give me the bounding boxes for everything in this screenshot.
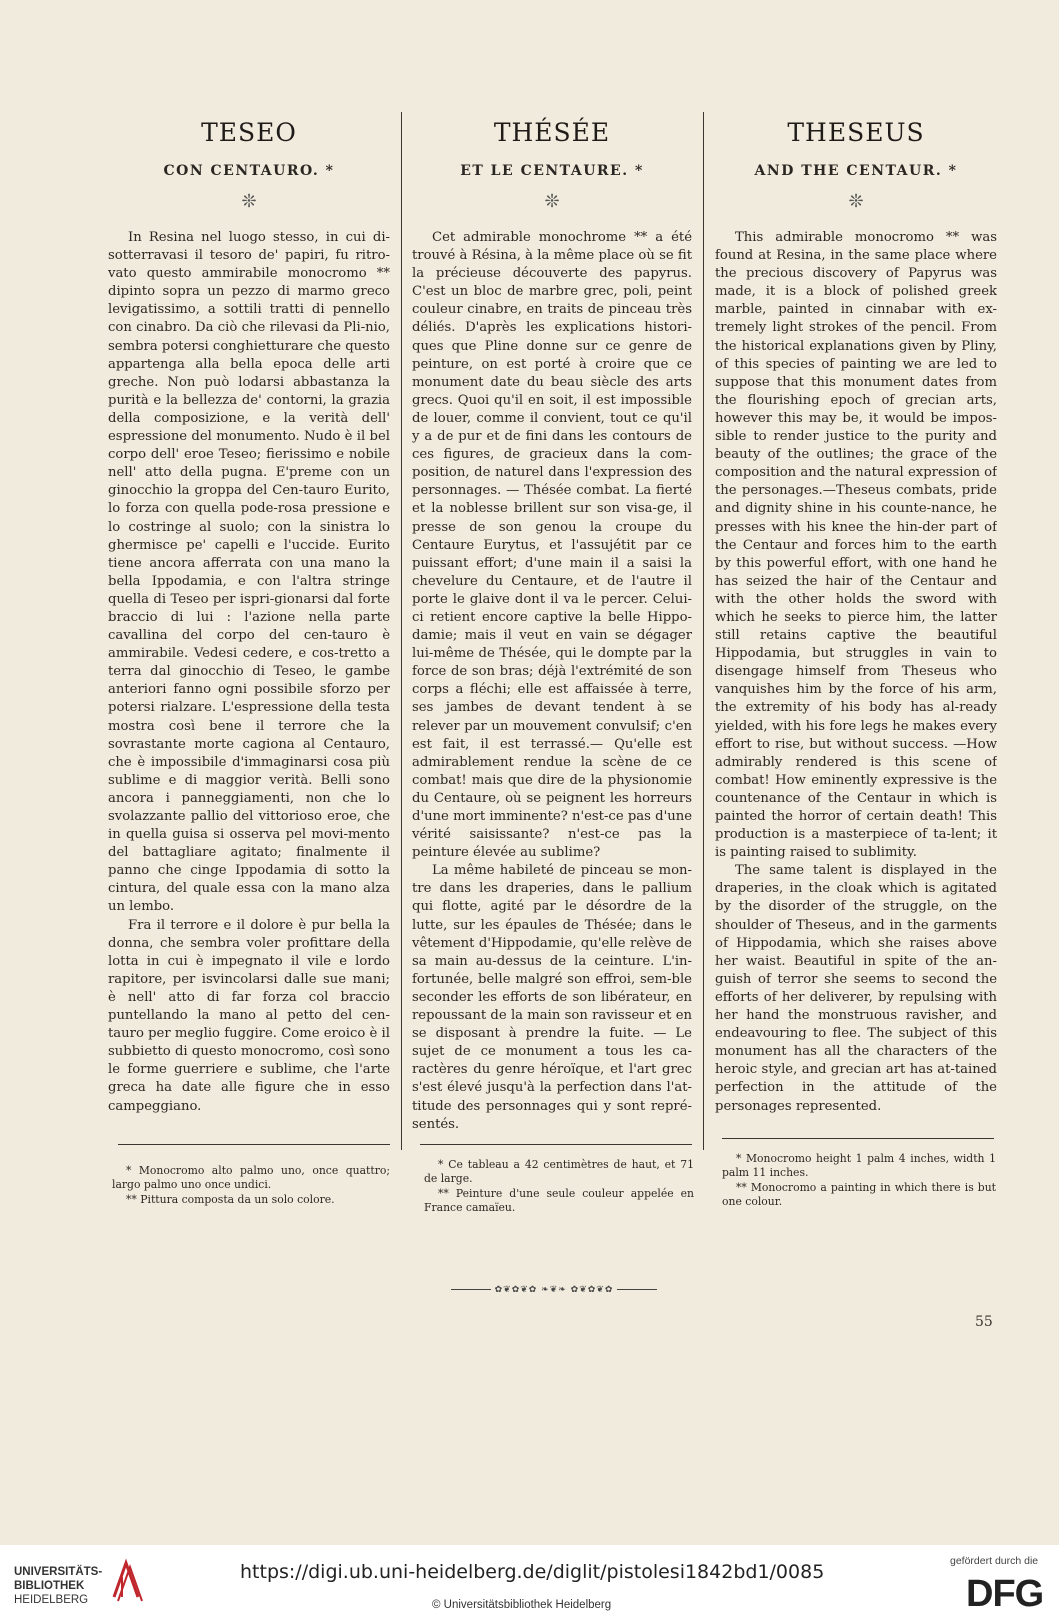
paragraph: The same talent is displayed in the draperies, in the cloak which is agitated by the disorder of the struggle, on the shoulder of Theseus, and in the garments of Hippodamia, which she raises above her waist. Beautiful in spite of the an-guish of terror she seems to second the efforts of her deliverer, by repulsing with her hand the monstruous ravisher, and endeavouring to flee. The subject of this monument has all the characters of the heroic style, and grecian art has at-tained perfection in the attitude of the personages represented. xyxy=(715,863,997,1114)
library-logo-icon xyxy=(108,1557,144,1605)
ornament-icon: ❊ xyxy=(848,191,864,212)
viewer-footer xyxy=(0,1545,1059,1624)
column-divider xyxy=(401,112,402,1150)
paragraph: In Resina nel luogo stesso, in cui di-sotterravasi il tesoro de' papiri, fu ritro-vato questo ammirabile monocromo ** dipinto sopra un pezzo di marmo greco levigatissimo, a sottili tratti di pennello con cinabro. Da ciò che rilevasi da Pli-nio, sembra potersi conghietturare che questo appartenga alla bella epoca delle arti greche. Non può lodarsi abbastanza la purità e la bellezza de' contorni, la grazia della composizione, e la verità dell' espressione del monumento. Nudo è il bel corpo dell' eroe Teseo; fierissimo e nobile nell' atto della pugna. E'preme con un ginocchio la groppa del Cen-tauro Eurito, lo forza con quella pode-rosa pressione e lo costringe al suolo; con la sinistra lo ghermisce pe' capelli e l'uccide. Eurito tiene ancora afferrata con una mano la bella Ippodamia, e con l'altra stringe quella di Teseo per ispri-gionarsi dal forte braccio di lui : l'azione nella parte cavallina del corpo del cen-tauro è ammirabile. Vedesi cedere, e cos-tretto a terra dal ginocchio di Teseo, le gambe anteriori fanno ogni possibile sforzo per potersi rialzare. L'espressione della testa mostra così bene il terrore che la sovrastante morte cagiona al Centauro, che è impossibile d'immaginarsi cosa più sublime e di maggior verità. Belli sono ancora i panneggiamenti, non che lo svolazzante pallio del vittorioso eroe, che in quella guisa si osserva pel movi-mento del battagliare agitato; finalmente il panno che cinge Ippodamia di sotto la cintura, del quale essa con la mano alza un lembo. xyxy=(108,230,390,915)
column-subtitle: CON CENTAURO. * xyxy=(163,163,335,179)
page-number: 55 xyxy=(975,1314,993,1330)
ornament-icon: ❊ xyxy=(241,191,257,212)
paragraph: This admirable monocromo ** was found at Resina, in the same place where the precious discovery of Papyrus was made, it is a block of polished greek marble, painted in cinnabar with ex-tremely light strokes of the pencil. From the historical explanations given by Pliny, of this species of painting we are led to suppose that this monument dates from the flourishing epoch of grecian arts, however this may be, it would be impos-sible to render justice to the purity and beauty of the outlines; the grace of the composition and the natural expression of the personages.—Theseus combats, pride and dignity shine in his counte-nance, he presses with his knee the hin-der part of the Centaur and forces him to the earth by this powerful effort, with one hand he has seized the hair of the Centaur and with the other holds the sword with which he seeks to pierce him, the latter still retains captive the beautiful Hippodamia, but struggles in vain to disengage himself from Theseus who vanquishes him by the force of his arm, the extremity of his body has al-ready yielded, with his fore legs he makes every effort to rise, but without success. —How admirably rendered is this scene of combat! How eminently expressive is the countenance of the Centaur in which is painted the horror of certain death! This production is a masterpiece of ta-lent; it is painting raised to sublimity. xyxy=(715,230,997,861)
paragraph: La même habileté de pinceau se mon-tre dans les draperies, dans le pallium qui flotte, agité par le désordre de la lutte, sur les épaules de Thésée; dans le vêtement d'Hippodamie, qu'elle relève de sa main au-dessus de la ceinture. L'in-fortunée, belle malgré son effroi, sem-ble seconder les efforts de son libérateur, en repoussant de la main son ravisseur et en se disposant à prendre la fuite. — Le sujet de ce monument a tous les ca-ractères du genre héroïque, et l'art grec s'est élevé jusqu'à la perfection dans l'at-titude des personnages qui y sont repré-sentés. xyxy=(412,863,692,1132)
dfg-logo: DFG xyxy=(966,1573,1044,1615)
library-name-line: BIBLIOTHEK xyxy=(14,1580,85,1592)
column-body xyxy=(412,229,692,1134)
italian-column xyxy=(108,112,390,1116)
library-name-line: HEIDELBERG xyxy=(14,1594,89,1606)
footnotes-italian xyxy=(112,1164,390,1208)
column-subtitle: AND THE CENTAUR. * xyxy=(754,163,958,179)
footnotes-french xyxy=(424,1158,694,1216)
column-divider xyxy=(703,112,704,1150)
column-title: THÉSÉE xyxy=(493,118,611,147)
permalink-url[interactable]: https://digi.ub.uni-heidelberg.de/diglit/pistolesi1842bd1/0085 xyxy=(240,1561,825,1583)
footnote-rule xyxy=(722,1138,994,1139)
footnotes-english xyxy=(722,1152,996,1210)
footnote: ** Monocromo a painting in which there is but one colour. xyxy=(722,1181,996,1208)
divider-line xyxy=(617,1289,657,1290)
footnote-rule xyxy=(118,1144,390,1145)
ornament-icon: ❊ xyxy=(544,191,560,212)
english-column xyxy=(715,112,997,1116)
library-name-line: UNIVERSITÄTS- xyxy=(14,1566,103,1578)
column-body xyxy=(108,229,390,1116)
column-subtitle: ET LE CENTAURE. * xyxy=(460,163,644,179)
ornamental-divider xyxy=(412,1285,696,1295)
footnote: * Monocromo alto palmo uno, once quattro; largo palmo uno once undici. xyxy=(112,1164,390,1191)
footnote: ** Peinture d'une seule couleur appelée en France camaïeu. xyxy=(424,1187,694,1214)
library-logo-text xyxy=(14,1565,102,1607)
divider-ornament-icon: ✿❦✿❦✿ ❧❦❧ ✿❦✿❦✿ xyxy=(494,1285,614,1295)
footnote: * Monocromo height 1 palm 4 inches, width 1 palm 11 inches. xyxy=(722,1152,996,1179)
footnote: ** Pittura composta da un solo colore. xyxy=(126,1193,335,1206)
footnote: * Ce tableau a 42 centimètres de haut, et 71 de large. xyxy=(424,1158,694,1185)
column-title: TESEO xyxy=(201,118,297,147)
footnote-rule xyxy=(420,1144,692,1145)
column-body xyxy=(715,229,997,1116)
french-column xyxy=(412,112,692,1134)
paragraph: Cet admirable monochrome ** a été trouvé à Résina, à la même place où se fit la précieuse découverte des papyrus. C'est un bloc de marbre grec, poli, peint couleur cinabre, en traits de pinceau très déliés. D'après les explications histori-ques que Pline donne sur ce genre de peinture, on est porté à croire que ce monument date du beau siècle des arts grecs. Quoi qu'il en soit, il est impossible de louer, comme il convient, tout ce qu'il y a de pur et de fini dans les contours de ces figures, de gracieux dans la com-position, de naturel dans l'expression des personnages. — Thésée combat. La fierté et la noblesse brillent sur son visa-ge, il presse de son genou la croupe du Centaure Eurytus, et l'assujétit par ce puissant effort; d'une main il a saisi la chevelure du Centaure, et de l'autre il porte le glaive dont il va le percer. Celui-ci retient encore captive la belle Hippo-damie; mais il veut en vain se dégager lui-même de Thésée, qui le dompte par la force de son bras; déjà l'extrémité de son corps a fléchi; elle est affaissée à terre, ses jambes de devant tendent à se relever par un mouvement convulsif; c'en est fait, il est terrassé.— Qu'elle est admirablement rendue la scène de ce combat! mais que dire de la physionomie du Centaure, où se peignent les horreurs d'une mort imminente? n'est-ce pas d'une vérité saisissante? n'est-ce pas la peinture élevée au sublime? xyxy=(412,230,692,861)
column-title: THESEUS xyxy=(787,118,925,147)
paragraph: Fra il terrore e il dolore è pur bella la donna, che sembra voler profittare della lotta in cui è impegnato il vile e lordo rapitore, per isvincolarsi dalle sue mani; è nell' atto di far forza col braccio puntellando la mano al petto del cen-tauro per meglio fuggire. Come eroico è il subbietto di questo monocromo, così sono le forme guerriere e sublime, che l'arte greca ha date alle figure che in esso campeggiano. xyxy=(108,917,390,1114)
funding-note: gefördert durch die xyxy=(950,1555,1039,1567)
divider-line xyxy=(451,1289,491,1290)
copyright-notice: © Universitätsbibliothek Heidelberg xyxy=(432,1599,612,1611)
